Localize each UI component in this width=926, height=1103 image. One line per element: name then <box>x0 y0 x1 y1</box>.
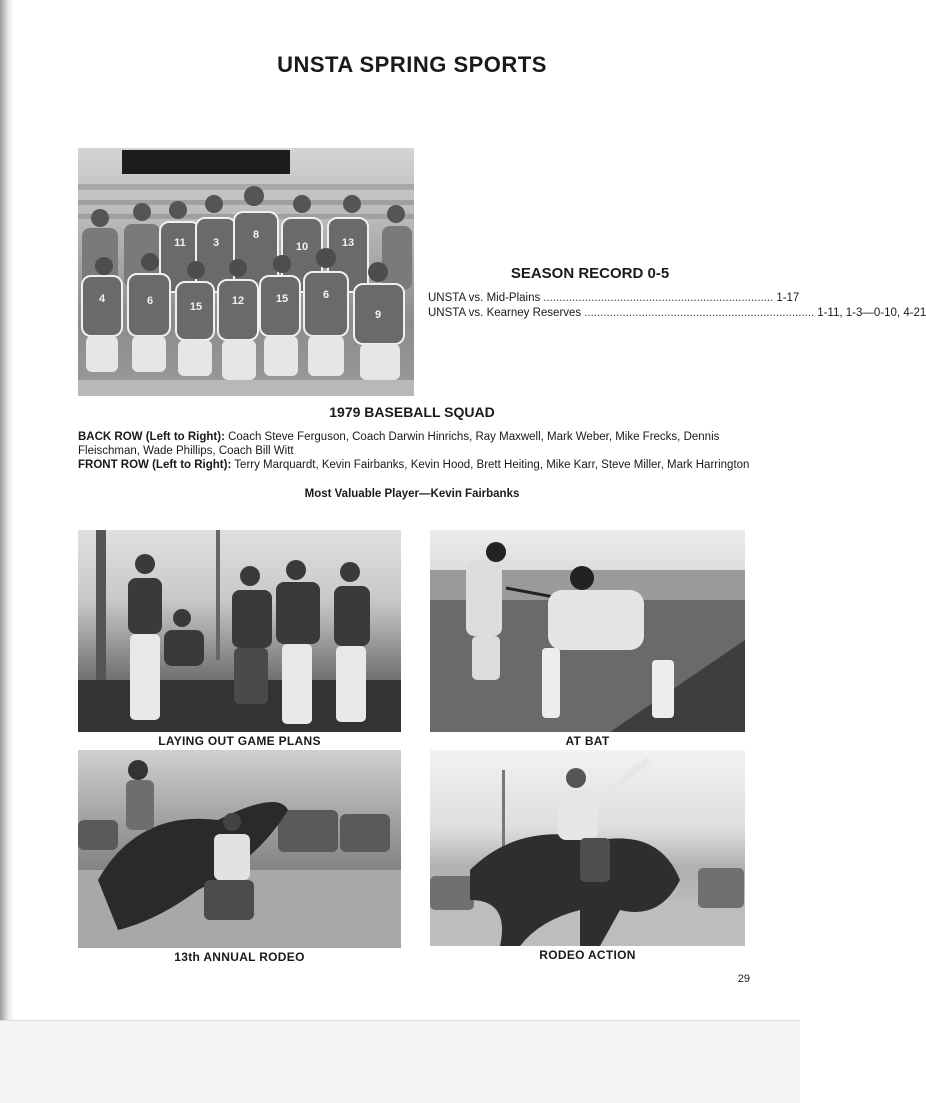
jersey-number: 12 <box>231 295 245 307</box>
record-line <box>428 292 800 304</box>
jersey-number: 3 <box>212 237 220 249</box>
jersey-number: 4 <box>98 293 106 305</box>
page-binding-shadow <box>0 0 14 1102</box>
jersey-number: 6 <box>146 295 154 307</box>
rodeo-photo <box>78 750 401 948</box>
record-score: 1-11, 1-3—0-10, 4-21 <box>817 307 926 319</box>
leader-dots: ........................................................................ <box>543 292 774 304</box>
page-title: UNSTA SPRING SPORTS <box>277 52 547 77</box>
mvp-line: Most Valuable Player—Kevin Fairbanks <box>304 488 520 500</box>
rodeo-action-photo <box>430 750 745 946</box>
caption-game-plans: LAYING OUT GAME PLANS <box>158 734 321 748</box>
game-plans-photo <box>78 530 401 732</box>
record-opponent: UNSTA vs. Mid-Plains <box>428 292 541 304</box>
back-row-names: Coach Steve Ferguson, Coach Darwin Hinrichs, Ray Maxwell, Mark Weber, Mike Frecks, Dennis Fleischman, Wade Phillips, Coach Bill Witt <box>78 431 720 457</box>
record-score: 1-17 <box>776 292 800 304</box>
squad-title: 1979 BASEBALL SQUAD <box>329 404 495 420</box>
front-row-roster <box>78 458 750 472</box>
record-line <box>428 307 926 319</box>
back-row-roster <box>78 430 750 458</box>
jersey-number: 15 <box>275 293 289 305</box>
front-row-names: Terry Marquardt, Kevin Fairbanks, Kevin Hood, Brett Heiting, Mike Karr, Steve Miller, Mark Harrington <box>234 459 750 471</box>
jersey-number: 15 <box>189 301 203 313</box>
at-bat-photo <box>430 530 745 732</box>
front-row-label: FRONT ROW (Left to Right): <box>78 459 232 471</box>
back-row-label: BACK ROW (Left to Right): <box>78 431 225 443</box>
caption-rodeo-action: RODEO ACTION <box>539 948 636 962</box>
scan-bottom-margin <box>0 1020 800 1103</box>
jersey-number: 10 <box>295 241 309 253</box>
jersey-number: 8 <box>252 229 260 241</box>
jersey-number: 6 <box>322 289 330 301</box>
record-opponent: UNSTA vs. Kearney Reserves <box>428 307 582 319</box>
caption-annual-rodeo: 13th ANNUAL RODEO <box>174 950 305 964</box>
caption-at-bat: AT BAT <box>565 734 610 748</box>
jersey-number: 11 <box>174 237 186 249</box>
team-photo <box>78 148 414 396</box>
jersey-number: 9 <box>374 309 382 321</box>
season-record-title: SEASON RECORD 0-5 <box>510 265 670 282</box>
jersey-number: 13 <box>341 237 355 249</box>
page-number: 29 <box>737 973 750 985</box>
leader-dots: ........................................................................ <box>584 307 815 319</box>
